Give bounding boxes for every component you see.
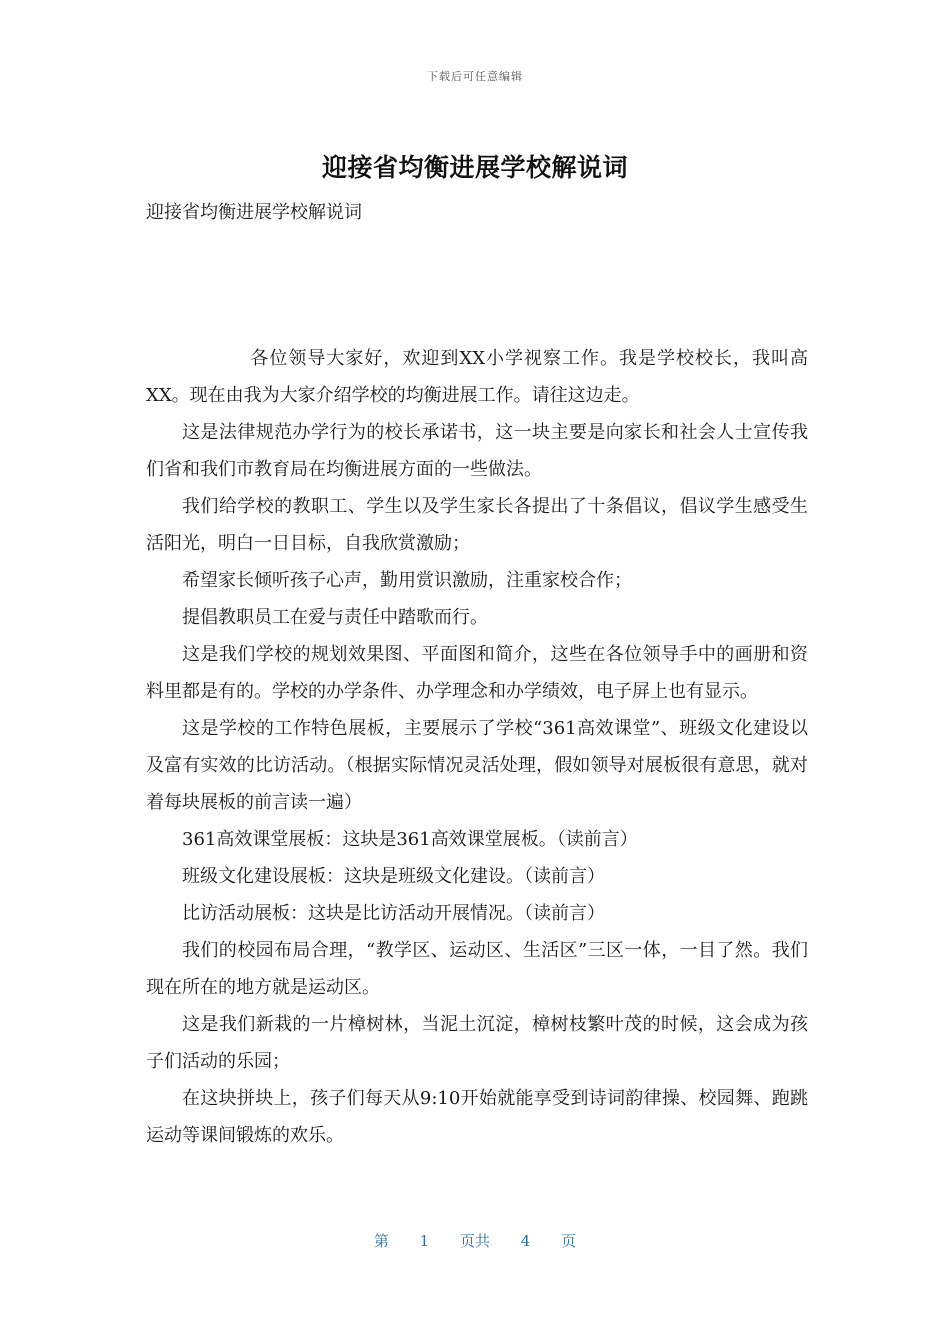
page-prefix: 第 — [373, 1232, 389, 1250]
paragraph: 比访活动展板：这块是比访活动开展情况。（读前言） — [182, 903, 605, 924]
paragraph: 班级文化建设展板：这块是班级文化建设。（读前言） — [182, 866, 605, 887]
paragraph: 这是学校的工作特色展板，主要展示了学校“361高效课堂”、班级文化建设以及富有实效的比访活动。（根据实际情况灵活处理，假如领导对展板很有意思，就对着每块展板的前言读一遍） — [146, 718, 808, 813]
paragraph: 在这块拼块上，孩子们每天从9:10开始就能享受到诗词韵律操、校园舞、跑跳运动等课间锻炼的欢乐。 — [146, 1088, 808, 1146]
paragraph: 这是我们学校的规划效果图、平面图和简介，这些在各位领导手中的画册和资料里都是有的。学校的办学条件、办学理念和办学绩效，电子屏上也有显示。 — [146, 644, 808, 702]
page-current-number: 1 — [419, 1232, 430, 1250]
header-note: 下载后可任意编辑 — [427, 70, 523, 83]
document-title: 迎接省均衡进展学校解说词 — [321, 153, 628, 182]
paragraph: 提倡教职员工在爱与责任中踏歌而行。 — [182, 607, 488, 628]
page-total-number: 4 — [520, 1232, 531, 1250]
page-suffix: 页 — [561, 1232, 577, 1250]
paragraph: 希望家长倾听孩子心声，勤用赏识激励，注重家校合作； — [182, 570, 632, 591]
paragraph: 我们给学校的教职工、学生以及学生家长各提出了十条倡议，倡议学生感受生活阳光，明白一日目标，自我欣赏激励； — [146, 496, 808, 554]
paragraph: 我们的校园布局合理，“教学区、运动区、生活区”三区一体，一目了然。我们现在所在的地方就是运动区。 — [146, 940, 808, 998]
page-footer — [0, 1230, 950, 1251]
paragraph: 这是我们新栽的一片樟树林，当泥土沉淀，樟树枝繁叶茂的时候，这会成为孩子们活动的乐园； — [146, 1014, 808, 1072]
paragraph: 各位领导大家好，欢迎到XX小学视察工作。我是学校校长，我叫高XX。现在由我为大家介绍学校的均衡进展工作。请往这边走。 — [146, 348, 808, 406]
document-body — [146, 340, 808, 1154]
document-subtitle: 迎接省均衡进展学校解说词 — [146, 202, 362, 223]
page-middle: 页共 — [459, 1232, 490, 1250]
paragraph: 这是法律规范办学行为的校长承诺书，这一块主要是向家长和社会人士宣传我们省和我们市教育局在均衡进展方面的一些做法。 — [146, 422, 808, 480]
paragraph: 361高效课堂展板：这块是361高效课堂展板。（读前言） — [182, 829, 638, 850]
